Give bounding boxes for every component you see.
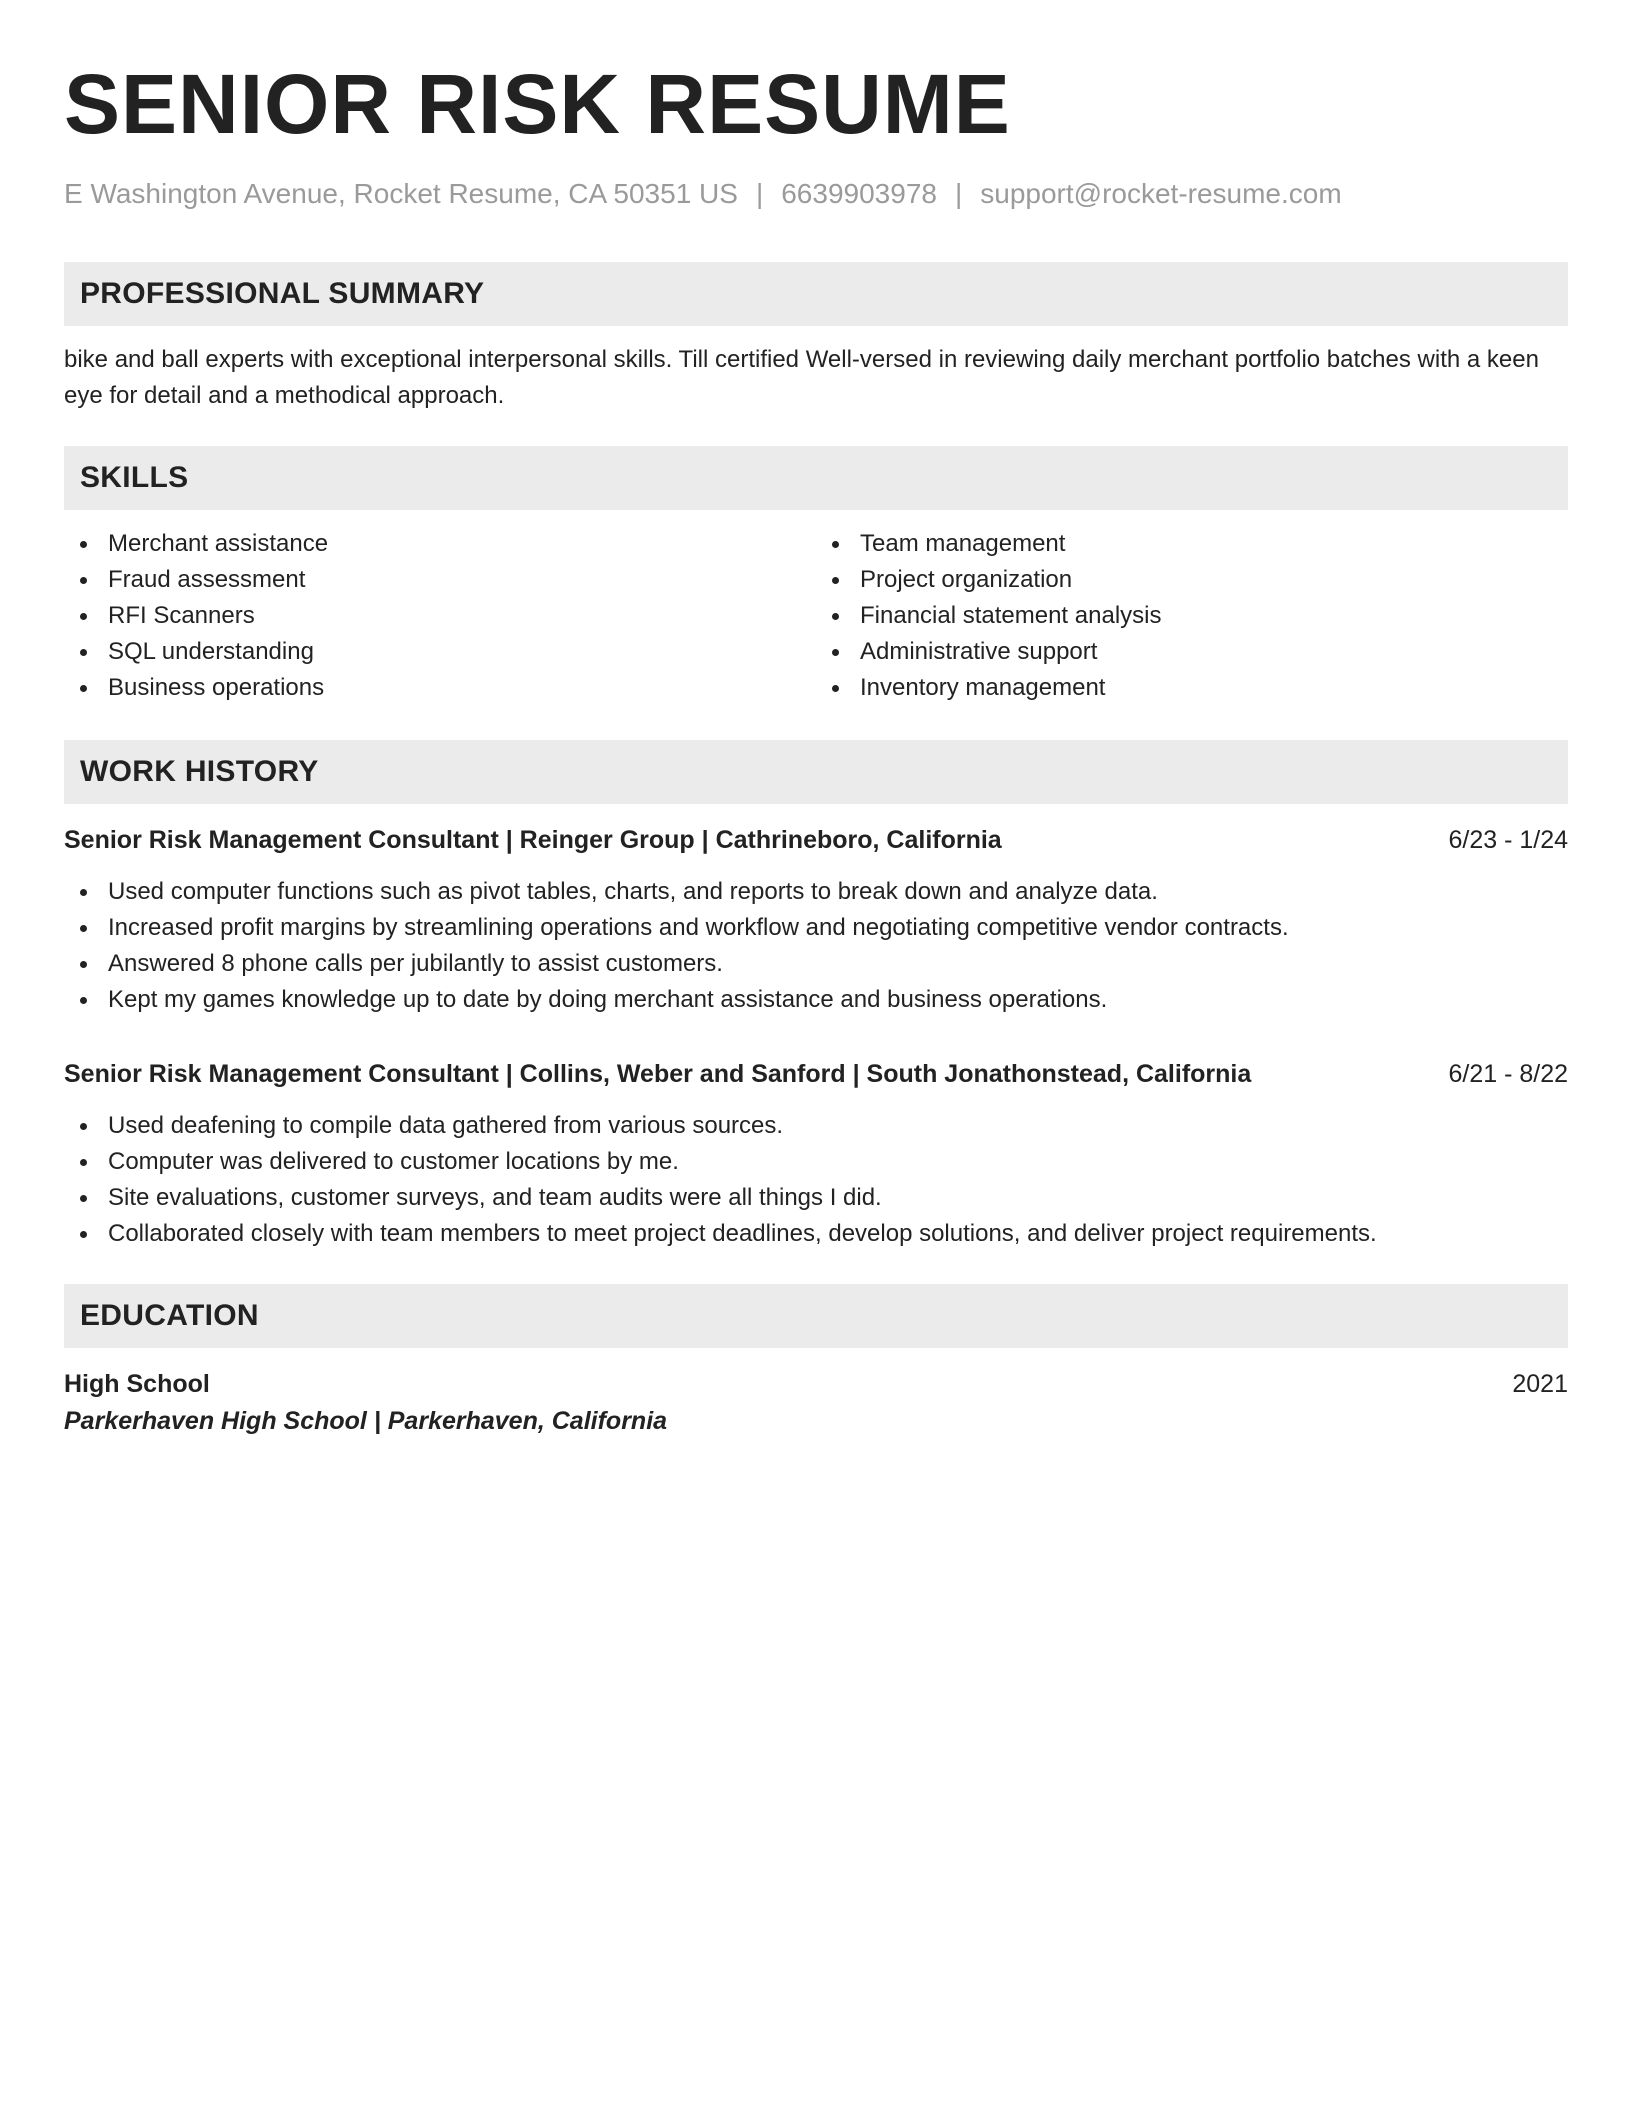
resume-name: SENIOR RISK RESUME (64, 57, 1011, 151)
job-heading (64, 1056, 1568, 1092)
job-bullet: Computer was delivered to customer locations by me. (64, 1144, 1568, 1180)
job-bullet: Collaborated closely with team members to meet project deadlines, develop solutions, and deliver project requirements. (64, 1216, 1568, 1252)
section-header-summary: PROFESSIONAL SUMMARY (64, 262, 1568, 326)
contact-separator: | (755, 178, 764, 209)
education-entry (64, 1366, 1568, 1440)
skill-item: Financial statement analysis (816, 598, 1568, 634)
summary-text: bike and ball experts with exceptional interpersonal skills. Till certified Well-versed in reviewing daily merchant portfolio batches with a keen eye for detail and a methodical approach. (64, 346, 1539, 409)
bullet-icon (80, 925, 87, 932)
skill-item: Merchant assistance (64, 526, 816, 562)
education-heading (64, 1366, 1568, 1402)
education-degree: High School (64, 1370, 210, 1398)
bullet-icon (80, 541, 87, 548)
job-bullet: Site evaluations, customer surveys, and team audits were all things I did. (64, 1180, 1568, 1216)
contact-separator: | (954, 178, 963, 209)
job-bullet-list (64, 1108, 1568, 1252)
education-school: Parkerhaven High School | Parkerhaven, California (64, 1407, 668, 1435)
skill-item: Project organization (816, 562, 1568, 598)
skill-item: RFI Scanners (64, 598, 816, 634)
job-bullet-list (64, 874, 1568, 1018)
bullet-icon (80, 1231, 87, 1238)
education-year: 2021 (1512, 1370, 1568, 1398)
bullet-icon (832, 577, 839, 584)
section-header-education: EDUCATION (64, 1284, 1568, 1348)
bullet-icon (80, 685, 87, 692)
contact-email: support@rocket-resume.com (980, 178, 1342, 209)
section-header-work-history: WORK HISTORY (64, 740, 1568, 804)
job-bullet: Increased profit margins by streamlining operations and workflow and negotiating competitive vendor contracts. (64, 910, 1568, 946)
bullet-icon (80, 1195, 87, 1202)
job-bullet: Used computer functions such as pivot tables, charts, and reports to break down and analyze data. (64, 874, 1568, 910)
bullet-icon (80, 613, 87, 620)
job-entry (64, 1056, 1568, 1252)
job-bullet: Used deafening to compile data gathered from various sources. (64, 1108, 1568, 1144)
bullet-icon (832, 649, 839, 656)
job-title: Senior Risk Management Consultant | Reinger Group | Cathrineboro, California (64, 826, 1002, 854)
skills-grid (64, 526, 1568, 706)
job-bullet: Kept my games knowledge up to date by doing merchant assistance and business operations. (64, 982, 1568, 1018)
section-header-skills: SKILLS (64, 446, 1568, 510)
contact-phone: 6639903978 (781, 178, 937, 209)
job-dates: 6/23 - 1/24 (1448, 826, 1568, 854)
bullet-icon (832, 541, 839, 548)
bullet-icon (80, 889, 87, 896)
job-bullet: Answered 8 phone calls per jubilantly to assist customers. (64, 946, 1568, 982)
bullet-icon (80, 997, 87, 1004)
contact-line (64, 176, 1568, 212)
bullet-icon (832, 685, 839, 692)
skill-item: Inventory management (816, 670, 1568, 706)
bullet-icon (832, 613, 839, 620)
skill-item: Business operations (64, 670, 816, 706)
skill-item: Team management (816, 526, 1568, 562)
skills-column-left (64, 526, 816, 706)
job-dates: 6/21 - 8/22 (1448, 1060, 1568, 1088)
bullet-icon (80, 649, 87, 656)
bullet-icon (80, 1159, 87, 1166)
contact-address: E Washington Avenue, Rocket Resume, CA 50351 US (64, 178, 738, 209)
job-entry (64, 822, 1568, 1018)
bullet-icon (80, 577, 87, 584)
bullet-icon (80, 961, 87, 968)
skill-item: Administrative support (816, 634, 1568, 670)
skill-item: SQL understanding (64, 634, 816, 670)
skills-column-right (816, 526, 1568, 706)
bullet-icon (80, 1123, 87, 1130)
job-heading (64, 822, 1568, 858)
skill-item: Fraud assessment (64, 562, 816, 598)
job-title: Senior Risk Management Consultant | Collins, Weber and Sanford | South Jonathonstead, California (64, 1060, 1252, 1088)
